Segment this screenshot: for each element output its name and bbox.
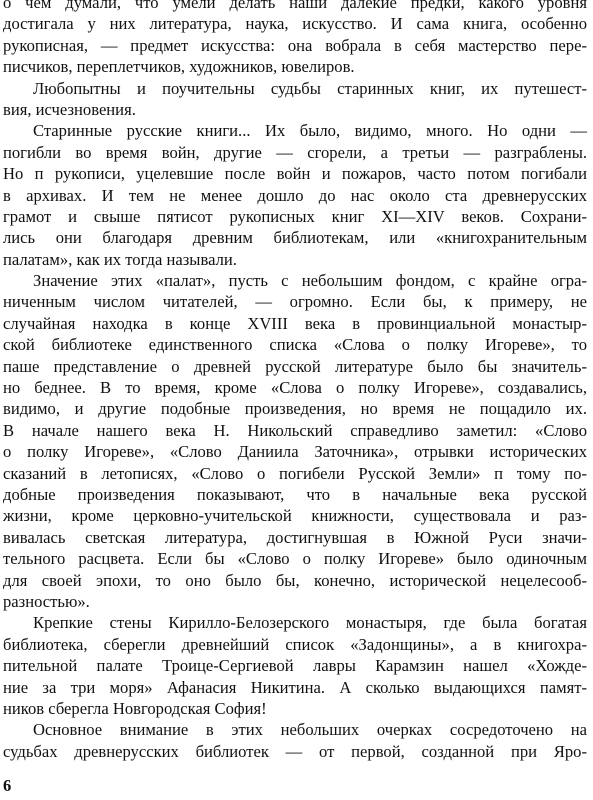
text-line: ниченным числом читателей, — огромно. Если бы, к примеру, не xyxy=(3,292,587,312)
text-line: пительной палате Троице-Сергиевой лавры Карамзин нашел «Хожде- xyxy=(3,656,587,676)
text-line: палатам», как их тогда называли. xyxy=(3,249,237,269)
text-line: достигала у них литература, наука, искусство. И сама книга, особенно xyxy=(3,14,587,34)
text-line: библиотека, сберегли древнейший список «Задонщины», а в книгохра- xyxy=(3,634,587,654)
text-line: в архивах. И тем не менее дошло до нас около ста древнерусских xyxy=(3,185,587,205)
text-line: ской библиотеке единственного списка «Слова о полку Игореве», то xyxy=(3,335,587,355)
text-line: Любопытны и поучительны судьбы старинных книг, их путешест- xyxy=(33,78,587,98)
paragraph xyxy=(3,0,587,78)
text-line: разностью». xyxy=(3,591,90,611)
text-line: сказаний в летописях, «Слово о погибели Русской Земли» п тому по- xyxy=(3,463,587,483)
text-line: судьбах древнерусских библиотек — от первой, созданной при Яро- xyxy=(3,741,587,761)
text-line: Значение этих «палат», пусть с небольшим фондом, с крайне огра- xyxy=(33,271,587,291)
paragraph xyxy=(3,270,587,612)
text-line: Основное внимание в этих небольших очерках сосредоточено на xyxy=(33,720,587,740)
text-line: для своей эпохи, то оно было бы, конечно, исторической нецелесооб- xyxy=(3,570,587,590)
paragraph xyxy=(3,719,587,762)
text-line: ние за три моря» Афанасия Никитина. А сколько выдающихся памят- xyxy=(3,677,587,697)
page-body-text xyxy=(3,0,587,762)
text-line: о чем думали, что умели делать наши далекие предки, какого уровня xyxy=(3,0,587,12)
text-line: но беднее. В то время, кроме «Слова о полку Игореве», создавались, xyxy=(3,378,587,398)
paragraph xyxy=(3,120,587,270)
text-line: вивалась светская литература, достигнувшая в Южной Руси значи- xyxy=(3,527,587,547)
paragraph xyxy=(3,78,587,121)
text-line: случайная находка в конце XVIII века в провинциальной монастыр- xyxy=(3,313,587,333)
text-line: Старинные русские книги... Их было, видимо, много. Но одни — xyxy=(33,121,587,141)
text-line: добные произведения показывают, что в начальные века русской xyxy=(3,484,587,504)
text-line: вия, исчезновения. xyxy=(3,99,136,119)
page-number: 6 xyxy=(3,776,12,795)
text-line: ников сберегла Новгородская София! xyxy=(3,698,267,718)
text-line: паше представление о древней русской литературе было бы значитель- xyxy=(3,356,587,376)
text-line: видимо, и другие подобные произведения, но время не пощадило их. xyxy=(3,399,587,419)
text-line: жизни, кроме церковно-учительской книжности, существовала и раз- xyxy=(3,506,587,526)
text-line: рукописная, — предмет искусства: она вобрала в себя мастерство пере- xyxy=(3,35,587,55)
text-line: В начале нашего века Н. Никольский справедливо заметил: «Слово xyxy=(3,420,587,440)
text-line: погибли во время войн, другие — сгорели, а третьи — разграблены. xyxy=(3,142,587,162)
text-line: о полку Игореве», «Слово Даниила Заточника», отрывки исторических xyxy=(3,442,587,462)
text-line: писчиков, переплетчиков, художников, ювелиров. xyxy=(3,57,355,77)
text-line: лись они благодаря древним библиотекам, или «книгохранительным xyxy=(3,228,587,248)
text-line: тельного расцвета. Если бы «Слово о полку Игореве» было одиночным xyxy=(3,549,587,569)
text-line: Но п рукописи, уцелевшие после войн и пожаров, часто потом погибали xyxy=(3,164,587,184)
paragraph xyxy=(3,612,587,719)
text-line: Крепкие стены Кирилло-Белозерского монастыря, где была богатая xyxy=(33,613,587,633)
text-line: грамот и свыше пятисот рукописных книг XI—XIV веков. Сохрани- xyxy=(3,206,587,226)
